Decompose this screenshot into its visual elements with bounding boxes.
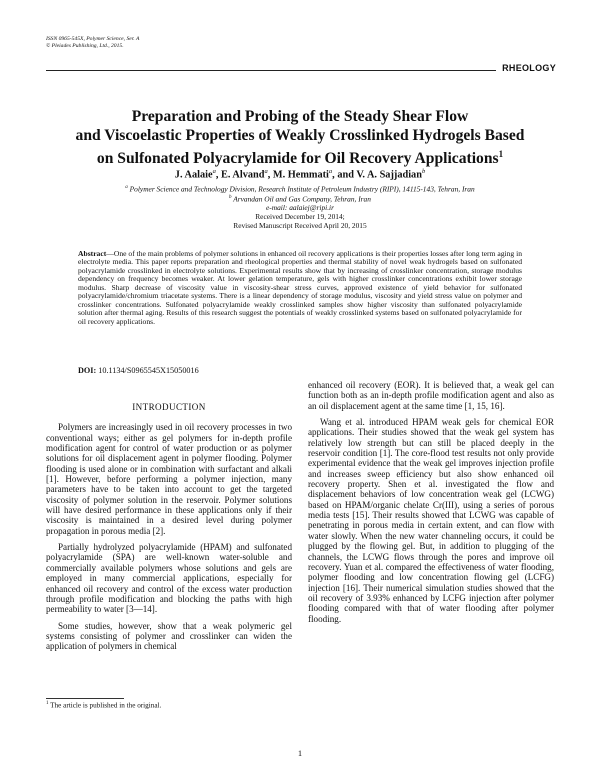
footnote-mark: 1	[46, 701, 49, 706]
section-label: RHEOLOGY	[496, 63, 556, 73]
page-number: 1	[297, 748, 303, 758]
doi-value: 10.1134/S0965545X15050016	[98, 366, 199, 375]
body-paragraph: Polymers are increasingly used in oil recovery processes in two conventional ways; either as gel polymers for in-depth profile modification agent for control of water production or as polymer solutions for oil displacement agent in polymer flooding. Polymer flooding is used alone or in combination with surfactant and alkali [1]. However, before performing a polymer injection, many parameters have to be taken into account to get the targeted viscosity of polymer solution in the reservoir. Polymer solutions will have desired performance in these applications only if their viscosity is maintained in a desired level during polymer propagation in porous media [2].	[46, 422, 292, 536]
abstract-text: —One of the main problems of polymer solutions in enhanced oil recovery applications is their properties losses after long term aging in electrolyte media. This paper reports preparation and rheological properties and thermal stability of novel weak hydrogels based on sulfonated polyacrylamide crosslinked in electrolyte solutions. Experimental results show that by increasing of crosslinker concentration, storage modulus dependency on frequency becomes weaker. At lower gelation temperature, gels with higher crosslinker concentrations exhibit lower storage modulus. Sharp decrease of viscosity value in viscosity-shear stress curves, approved existence of yield behavior for sulfonated polyacrylamide/chromium triacetate systems. There is a linear dependency of storage modulus, viscosity and yield stress value on polymer and crosslinker concentrations. Sulfonated polyacrylamide weakly crosslinked samples show higher viscosity than sulfonated polyacrylamide solution after thermal aging. Results of this research suggest the potentials of weakly crosslinked systems based on sulfonated polyacrylamide for oil recovery applications.	[78, 249, 522, 326]
journal-header	[46, 36, 139, 51]
body-paragraph: Partially hydrolyzed polyacrylamide (HPAM) and sulfonated polyacrylamide (SPA) are well-known water-soluble and commercially available polymers whose solutions and gels are employed in many commercial applications, especially for enhanced oil recovery and control of the excess water production through profile modification and blocking the paths with high permeability to water [3—14].	[46, 542, 292, 615]
author-affiliation-mark: a	[212, 168, 216, 175]
title-line-1: Preparation and Probing of the Steady Shear Flow	[131, 108, 469, 125]
author-affiliation-mark: b	[421, 168, 426, 175]
affiliation-a: $^a$ Polymer Science and Technology Division, Research Institute of Petroleum Industry (RIPI), 14115-143, Tehran, Iran	[125, 184, 475, 194]
body-paragraph: Some studies, however, show that a weak polymeric gel systems consisting of polymer and crosslinker can widen the application of polymers in chemical	[46, 620, 292, 652]
footnote	[46, 701, 161, 709]
introduction-heading: INTRODUCTION	[132, 402, 206, 412]
author-list: J. Aalaie$^a$, E. Alvand$^a$, M. Hemmati$^a$, and V. A. Sajjadian$^b$	[174, 168, 426, 181]
author-name: V. A. Sajjadian	[356, 169, 422, 181]
left-column	[46, 380, 292, 658]
right-column	[308, 380, 554, 630]
body-paragraph: enhanced oil recovery (EOR). It is believed that, a weak gel can function both as an in-depth profile modification agent and also as an oil displacement agent at the same time [1, 15, 16].	[308, 380, 554, 411]
title-line-3: on Sulfonated Polyacrylamide for Oil Recovery Applications	[96, 150, 499, 168]
revised-date: Revised Manuscript Received April 20, 2015	[233, 221, 367, 230]
author-email: e-mail: aalaiej@ripi.ir	[266, 203, 334, 212]
received-date: Received December 19, 2014;	[255, 212, 345, 221]
author-name: J. Aalaie	[174, 169, 213, 181]
header-rule	[46, 70, 556, 71]
article-title	[60, 107, 540, 168]
copyright-line: © Pleiades Publishing, Ltd., 2015.	[46, 43, 124, 50]
author-affiliation-mark: a	[328, 168, 333, 175]
footnote-text: The article is published in the original.	[50, 701, 162, 710]
author-name: E. Alvand	[220, 169, 265, 181]
doi-label: DOI:	[78, 366, 97, 375]
title-footnote-mark: 1	[498, 149, 504, 159]
author-affiliation-mark: a	[264, 168, 268, 175]
footnote-rule	[46, 698, 124, 699]
affiliation-b: $^b$ Arvandan Oil and Gas Company, Tehran, Iran	[229, 194, 371, 204]
author-name: M. Hemmati	[272, 169, 329, 181]
title-line-2: and Viscoelastic Properties of Weakly Crosslinked Hydrogels Based	[75, 127, 525, 144]
abstract-label: Abstract	[78, 249, 107, 258]
doi	[78, 366, 199, 375]
abstract	[78, 250, 522, 326]
issn-line: ISSN 0965-545X, Polymer Science, Ser. A	[46, 36, 140, 42]
body-paragraph: Wang et al. introduced HPAM weak gels for chemical EOR applications. Their studies showed that the weak gel system has relatively low strength but can still be placed deeply in the reservoir condition [1]. The core-flood test results not only provide experimental evidence that the weak gel improves injection profile and increases sweep efficiency but also show enhanced oil recovery property. Shen et al. investigated the flow and displacement behaviors of low concentration weak gel (LCWG) based on HPAM/organic chelate Cr(III), using a series of porous media tests [15]. Their results showed that LCWG was capable of penetrating in porous media in certain extent, and can flow with water slowly. When the new water channeling occurs, it could be plugged by the flowing gel. But, in addition to plugging of the channels, the LCWG flows through the pores and improve oil recovery. Yuan et al. compared the effectiveness of water flooding, polymer flooding and low concentration flowing gel (LCFG) injection [16]. Their numerical simulation studies showed that the oil recovery of 3.93% enhanced by LCFG injection after polymer flooding compared with that of water flooding after polymer flooding.	[308, 417, 554, 624]
